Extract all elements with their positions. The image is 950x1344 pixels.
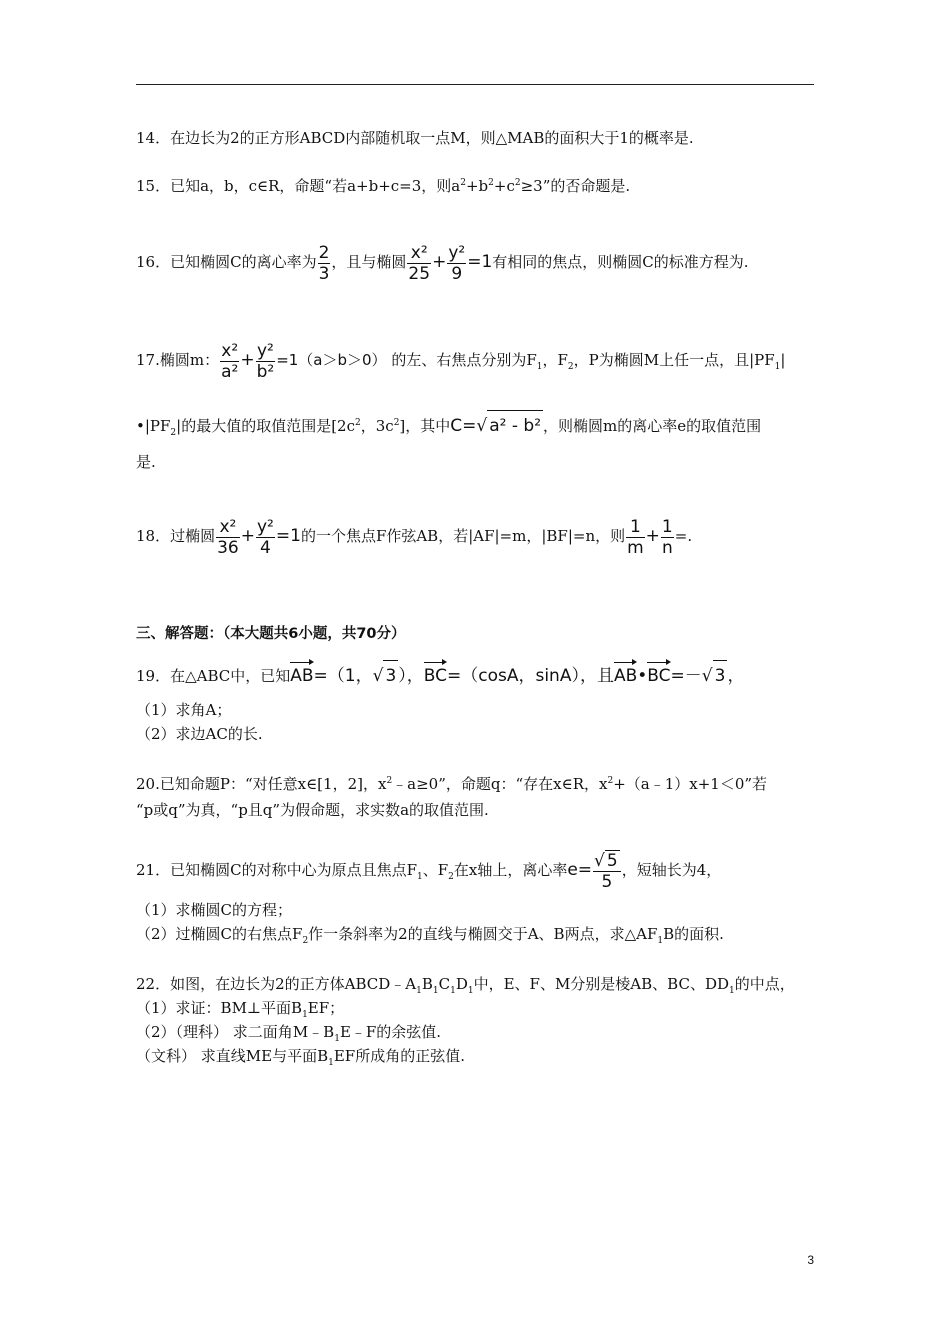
fraction-numerator: √ 5	[594, 851, 618, 871]
q22-text-a: 22．如图，在边长为2的正方体ABCD﹣A	[136, 975, 417, 993]
section-heading-text: 三、解答题：（本大题共6小题，共70分）	[136, 626, 406, 642]
equals-one: =1	[275, 526, 301, 546]
q19-part-1-text: （1）求角A；	[136, 701, 232, 719]
fraction-denominator: 4	[256, 537, 275, 558]
fraction-denominator: 25	[408, 263, 431, 284]
fraction-numerator: x²	[219, 516, 237, 537]
superscript: 2	[393, 418, 400, 428]
q19-eq3: =－	[670, 666, 702, 686]
subscript: 2	[448, 872, 454, 882]
problem-15-text-a: 15．已知a，b，c∈R，命题“若a+b+c=3，则a	[136, 177, 461, 195]
fraction-numerator: y²	[448, 242, 466, 263]
superscript: 2	[355, 418, 361, 428]
fraction-denominator: 9	[447, 263, 466, 284]
vector-bc: BC	[424, 661, 447, 691]
superscript: 2	[607, 776, 614, 786]
question-19	[136, 660, 744, 691]
q21-part-2-text-a: （2）过椭圆C的右焦点F	[136, 925, 303, 943]
fraction-denominator: 36	[217, 537, 239, 558]
ellipse-x-fraction	[407, 243, 431, 284]
subscript: 1	[536, 362, 543, 372]
subscript: 2	[567, 362, 574, 372]
e-equals: e=	[567, 860, 593, 880]
subscript: 1	[416, 986, 422, 996]
subscript: 1	[302, 1010, 308, 1020]
q19-part-1	[136, 700, 231, 720]
fraction-numerator: y²	[256, 516, 274, 537]
problem-15-text-c: +c	[493, 177, 515, 195]
question-21	[136, 848, 721, 892]
sqrt-3: √ 3	[702, 660, 728, 691]
problem-14-text: 14．在边长为2的正方形ABCD内部随机取一点M，则△MAB的面积大于1的概率是.	[136, 129, 694, 147]
fraction-numerator: x²	[221, 340, 239, 361]
problem-17-text-k: 是.	[136, 453, 156, 471]
superscript: 2	[386, 776, 393, 786]
radicand: 3	[713, 660, 728, 691]
fraction-numerator: 2	[318, 242, 330, 263]
ellipse-condition: =1（a＞b＞0）	[276, 351, 387, 369]
q19-end: ，	[727, 666, 745, 686]
question-20-line-1	[136, 774, 767, 794]
problem-15-text-b: +b	[465, 177, 489, 195]
subscript: 1	[729, 986, 735, 996]
q21-text-b: 、F	[422, 861, 449, 879]
question-22	[136, 974, 795, 994]
sqrt-expression: √ a² - b²	[476, 410, 543, 441]
problem-17-text-c: ，F	[542, 351, 568, 369]
fraction-numerator: 1	[629, 516, 641, 537]
fraction-denominator: b²	[256, 361, 275, 382]
q21-part-2-text-c: B的面积.	[663, 925, 724, 943]
q20-text-a: 20.已知命题P：“对任意x∈[1，2]，x	[136, 775, 387, 793]
problem-16-text-a: 16．已知椭圆C的离心率为	[136, 253, 317, 271]
problem-17-text-f: •|PF	[136, 417, 171, 435]
q22-text-c: 的中点，	[734, 975, 795, 993]
q22-part-1-text-a: （1）求证：BM⊥平面B	[136, 999, 303, 1017]
q22-part-2-text-b: E﹣F的余弦值.	[339, 1023, 442, 1041]
vector-bc: BC	[647, 661, 670, 691]
c-equals: C=	[450, 416, 477, 436]
q21-text-c: 在x轴上，离心率	[453, 861, 568, 879]
problem-17-line-3	[136, 452, 156, 472]
fraction-denominator: 5	[593, 871, 621, 892]
equals-one: =1	[467, 252, 493, 272]
question-20-line-2	[136, 800, 489, 820]
page-number: 3	[807, 1253, 814, 1267]
vector-ab: AB	[614, 661, 637, 691]
problem-17-text-e: |	[780, 351, 786, 369]
q22-part-3	[136, 1046, 465, 1066]
eccentricity-fraction	[593, 850, 621, 892]
eccentricity-fraction	[318, 243, 331, 284]
q22-text-b: 中，E、F、M分别是棱AB、BC、DD	[473, 975, 729, 993]
vertex-d: D	[455, 975, 468, 993]
q19-part-2	[136, 724, 263, 744]
radicand: 5	[606, 851, 618, 871]
q22-part-3-text-a: （文科） 求直线ME与平面B	[136, 1047, 329, 1065]
q19-eq2: =（cosA，sinA），且	[447, 666, 614, 686]
subscript: 1	[774, 362, 781, 372]
header-rule	[136, 84, 814, 85]
q19-eq1: =（1，	[313, 666, 373, 686]
sqrt-3: √ 3	[373, 660, 399, 691]
fraction-denominator: n	[661, 537, 673, 558]
problem-15	[136, 176, 630, 196]
subscript: 1	[416, 872, 423, 882]
superscript: 2	[460, 178, 466, 188]
problem-18: 18．过椭圆 $\frac{\text{x²}}{36}$ + $\frac{\text{y²}}{4}$ =1的一个焦点F作弦AB，若|AF|=m，|BF|=n，则 $\frac{1}{m}$ + $\frac{1}{n}$ =.	[136, 516, 693, 558]
subscript: 1	[450, 986, 456, 996]
fraction-denominator: a²	[221, 361, 239, 382]
q21-part-2	[136, 924, 724, 944]
plus-sign: +	[240, 350, 255, 370]
problem-16-text-c: 有相同的焦点，则椭圆C的标准方程为.	[492, 253, 749, 271]
subscript: 1	[334, 1034, 340, 1044]
problem-15-text-d: ≥3”的否命题是.	[520, 177, 631, 195]
vertex-c: C	[438, 975, 451, 993]
fraction-denominator: 3	[318, 263, 330, 284]
q22-part-2-text-a: （2）（理科） 求二面角M﹣B	[136, 1023, 335, 1041]
q21-part-2-text-b: 作一条斜率为2的直线与椭圆交于A、B两点，求△AF	[308, 925, 658, 943]
section-heading	[136, 624, 406, 644]
radicand: a² - b²	[487, 410, 543, 441]
problem-18-text-b: 的一个焦点F作弦AB，若|AF|=m，|BF|=n，则	[300, 527, 626, 545]
radicand: 3	[383, 660, 398, 691]
problem-17-text-b: 的左、右焦点分别为F	[386, 351, 537, 369]
ellipse-y-fraction	[256, 517, 275, 558]
problem-17-text-h: ，3c	[360, 417, 394, 435]
fraction-numerator: x²	[410, 242, 428, 263]
problem-18-text-c: =.	[674, 527, 693, 545]
vector-ab: AB	[290, 661, 313, 691]
subscript: 2	[302, 936, 309, 946]
vertex-b: B	[421, 975, 433, 993]
problem-17-text-g: |的最大值的取值范围是[2c	[176, 417, 355, 435]
q22-part-3-text-b: EF所成角的正弦值.	[333, 1047, 465, 1065]
q19-eq1b: ），	[398, 666, 424, 686]
plus-sign: +	[240, 526, 255, 546]
q21-part-1	[136, 900, 292, 920]
q21-text-d: ，短轴长为4，	[621, 861, 722, 879]
subscript: 1	[432, 986, 439, 996]
superscript: 2	[514, 178, 521, 188]
fraction-numerator: y²	[256, 340, 274, 361]
q19-part-2-text: （2）求边AC的长.	[136, 725, 263, 743]
subscript: 1	[657, 936, 664, 946]
problem-16	[136, 240, 749, 284]
problem-16-text-b: ，且与椭圆	[331, 253, 407, 271]
q20-text-b: ﹣a≥0”，命题q：“存在x∈R，x	[392, 775, 608, 793]
subscript: 1	[328, 1058, 334, 1068]
q21-part-1-text: （1）求椭圆C的方程；	[136, 901, 293, 919]
problem-18-text-a: 18．过椭圆	[136, 527, 216, 545]
problem-17-line-1	[136, 338, 785, 382]
problem-17-text-j: ，则椭圆m的离心率e的取值范围	[543, 417, 762, 435]
problem-17-text-d: ，P为椭圆M上任一点，且|PF	[573, 351, 775, 369]
ellipse-y-fraction	[447, 243, 466, 284]
problem-17-line-2	[136, 410, 761, 441]
superscript: 2	[488, 178, 494, 188]
subscript: 2	[170, 428, 177, 438]
ellipse-y-fraction	[256, 341, 276, 382]
q22-part-2	[136, 1022, 441, 1042]
q20-text-d: “p或q”为真，“p且q”为假命题，求实数a的取值范围.	[136, 801, 489, 819]
reciprocal-m	[626, 517, 645, 558]
q22-part-1	[136, 998, 344, 1018]
problem-17-text-a: 17.椭圆m：	[136, 351, 220, 369]
q21-text-a: 21．已知椭圆C的对称中心为原点且焦点F	[136, 861, 417, 879]
q20-text-c: +（a﹣1）x+1＜0”若	[613, 775, 768, 793]
q22-part-1-text-b: EF；	[307, 999, 345, 1017]
problem-14	[136, 128, 694, 148]
q19-text-a: 19．在△ABC中，已知	[136, 667, 291, 685]
subscript: 1	[467, 986, 474, 996]
ellipse-x-fraction	[220, 341, 239, 382]
fraction-denominator: m	[627, 537, 644, 558]
fraction-numerator: 1	[661, 516, 673, 537]
dot-product: •	[637, 666, 648, 686]
reciprocal-n	[661, 517, 674, 558]
plus-sign: +	[432, 252, 447, 272]
problem-17-text-i: ]，其中	[399, 417, 451, 435]
ellipse-x-fraction	[216, 517, 240, 558]
